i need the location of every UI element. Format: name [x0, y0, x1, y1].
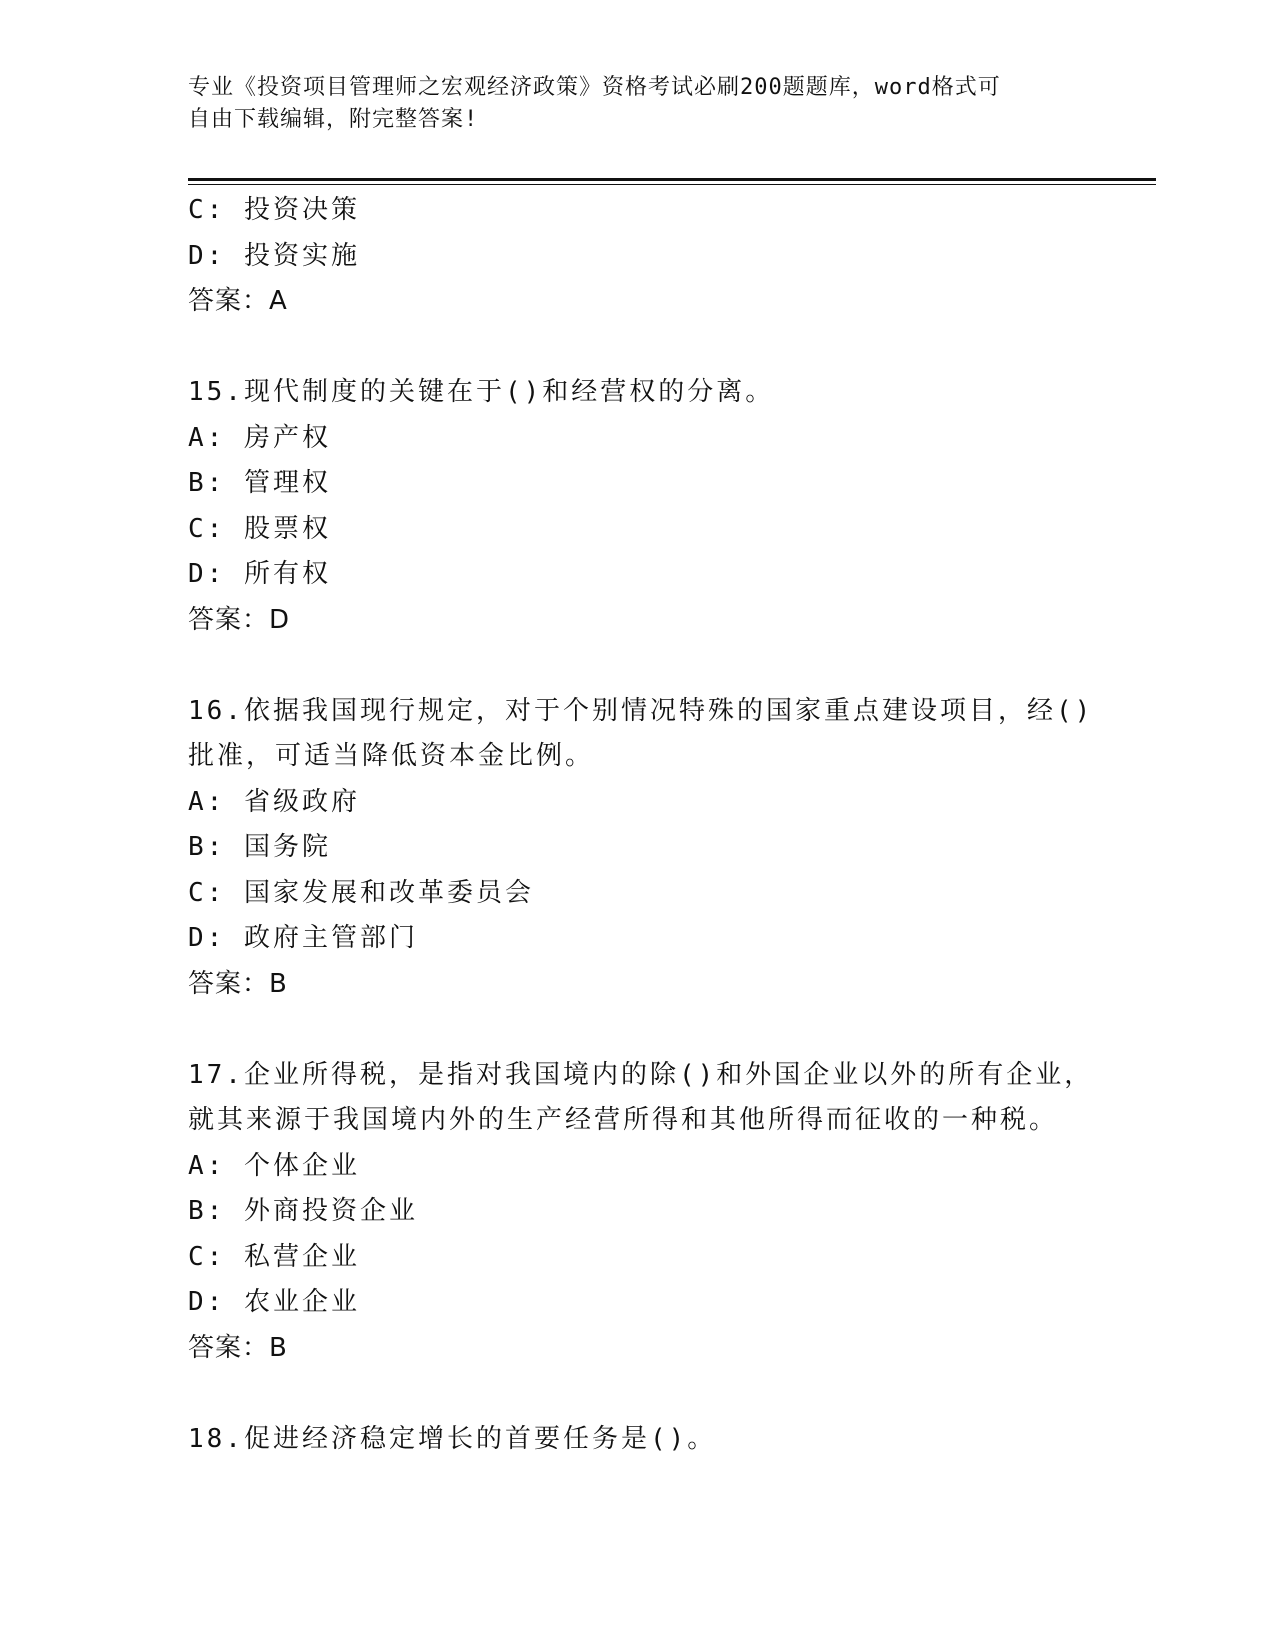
question-block-18: [188, 1417, 1088, 1463]
question-stem: 17.企业所得税，是指对我国境内的除()和外国企业以外的所有企业，: [188, 1059, 1094, 1090]
option-a: A: 省级政府: [188, 786, 360, 817]
spacer: [188, 325, 1088, 371]
header-line-2: 自由下载编辑，附完整答案!: [188, 107, 479, 132]
spacer: [188, 1371, 1088, 1417]
option-a: A: 个体企业: [188, 1150, 360, 1181]
option-d: D: 政府主管部门: [188, 923, 418, 953]
option-b: B: 国务院: [188, 832, 331, 862]
option-c: C: 国家发展和改革委员会: [188, 877, 534, 908]
answer-line: 答案：A: [188, 286, 288, 316]
option-b: B: 管理权: [188, 468, 331, 498]
question-stem: 16.依据我国现行规定，对于个别情况特殊的国家重点建设项目，经(): [188, 695, 1094, 726]
option-c: C: 股票权: [188, 513, 331, 544]
header-rule-thick: [188, 178, 1156, 181]
answer-line: 答案：B: [188, 1332, 288, 1363]
option-d: D: 所有权: [188, 559, 331, 589]
header-rule-thin: [188, 184, 1156, 185]
question-block-17: [188, 1053, 1094, 1372]
question-block-16: [188, 689, 1094, 1008]
question-stem: 18.促进经济稳定增长的首要任务是()。: [188, 1423, 717, 1454]
document-header: [188, 72, 1068, 136]
question-block-14-tail: [188, 188, 1088, 325]
question-block-15: [188, 370, 1088, 643]
question-list: [188, 188, 1094, 1462]
answer-line: 答案：D: [188, 604, 291, 635]
spacer: [188, 643, 1088, 689]
option-d: D: 农业企业: [188, 1287, 360, 1317]
option-c: C: 私营企业: [188, 1241, 360, 1272]
question-stem-continued: 批准，可适当降低资本金比例。: [188, 741, 595, 771]
option-c: C: 投资决策: [188, 195, 360, 225]
spacer: [188, 1007, 1088, 1053]
option-a: A: 房产权: [188, 422, 331, 453]
option-d: D: 投资实施: [188, 240, 360, 271]
option-b: B: 外商投资企业: [188, 1196, 418, 1226]
header-line-1: 专业《投资项目管理师之宏观经济政策》资格考试必刷200题题库，word格式可: [188, 75, 1001, 100]
answer-line: 答案：B: [188, 968, 288, 999]
question-stem-continued: 就其来源于我国境内外的生产经营所得和其他所得而征收的一种税。: [188, 1105, 1059, 1135]
question-stem: 15.现代制度的关键在于()和经营权的分离。: [188, 377, 775, 407]
